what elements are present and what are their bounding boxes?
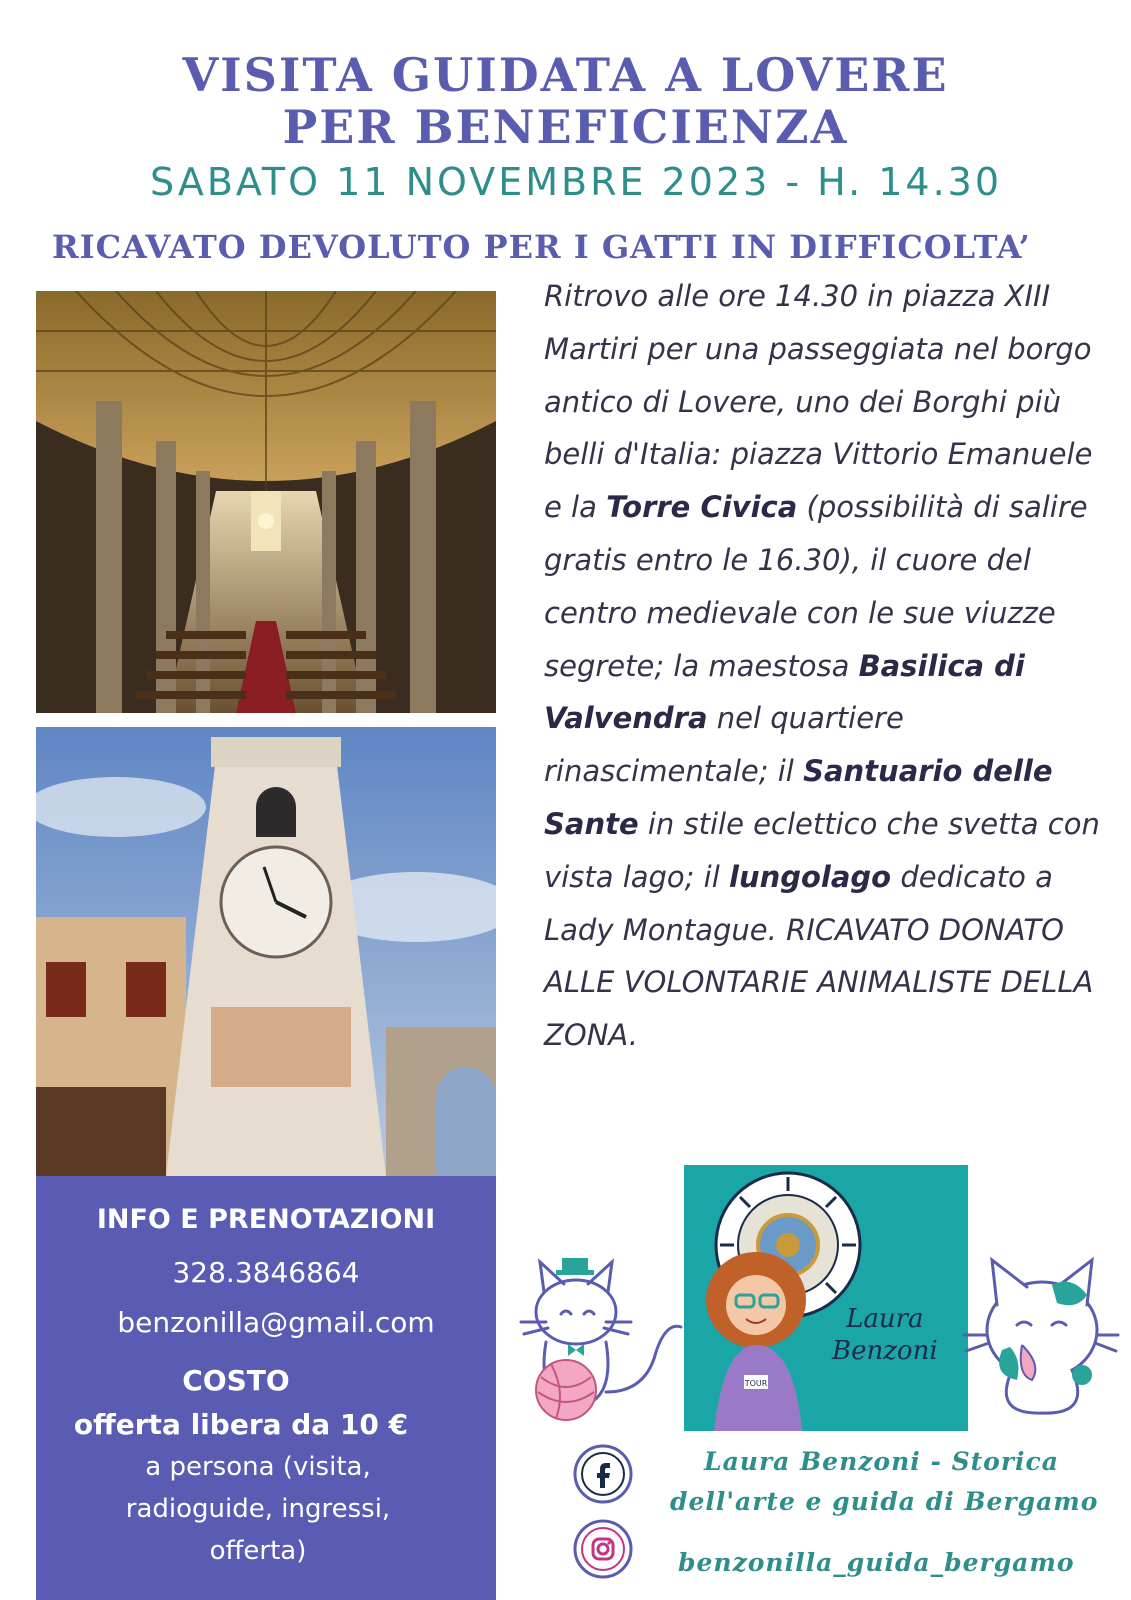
cost-line-3: radioguide, ingressi, (125, 1494, 391, 1524)
email-address[interactable]: benzonilla@gmail.com (117, 1306, 435, 1339)
cost-line-1: offerta libera da 10 € (73, 1408, 409, 1441)
instagram-handle[interactable]: benzonilla_guida_bergamo (678, 1548, 1075, 1577)
logo-name: Laura Benzoni (832, 1304, 938, 1366)
subtitle: RICAVATO DEVOLUTO PER I GATTI IN DIFFICOLTA’ (52, 228, 1031, 266)
instagram-icon[interactable] (572, 1518, 634, 1580)
title-line-1: VISITA GUIDATA A LOVERE (182, 48, 949, 102)
facebook-icon[interactable] (572, 1443, 634, 1505)
title-line-2: PER BENEFICIENZA (282, 100, 849, 154)
cat-illustration-right (962, 1255, 1120, 1415)
laura-benzoni-logo (684, 1165, 968, 1431)
highlight-santuario: Santuario delle Sante (544, 754, 1053, 841)
torre-civica-photo (36, 727, 496, 1176)
description-text: Ritrovo alle ore 14.30 in piazza XIII Martiri per una passeggiata nel borgo antico di Lovere, uno dei Borghi più belli d'Italia: piazza Vittorio Emanuele e la Torre Civica (possibilità di salire gratis entro le 16.30), il cuore del centro medievale con le sue viuzze segrete; la maestosa Basilica di Valvendra nel quartiere rinascimentale; il Santuario delle Sante in stile eclettico che svetta con vista lago; il lungolago dedicato a Lady Montague. RICAVATO DONATO ALLE VOLONTARIE ANIMALISTE DELLA ZONA. (544, 279, 1100, 1053)
highlight-torre-civica: Torre Civica (606, 490, 798, 525)
info-box (36, 1176, 496, 1600)
credit-line-1: Laura Benzoni - Storica (704, 1447, 1059, 1476)
highlight-lungolago: lungolago (729, 859, 892, 894)
cost-line-4: offerta) (209, 1536, 307, 1566)
phone-number[interactable]: 328.3846864 (172, 1256, 360, 1289)
event-date: SABATO 11 NOVEMBRE 2023 - H. 14.30 (150, 160, 1003, 204)
tour-badge: TOUR (744, 1379, 768, 1388)
credit-line-2: dell'arte e guida di Bergamo (670, 1487, 1099, 1516)
highlight-basilica: Basilica di Valvendra (544, 648, 1025, 736)
basilica-interior-photo (36, 291, 496, 713)
cat-illustration-left (506, 1252, 686, 1422)
cost-line-2: a persona (visita, (145, 1452, 371, 1482)
info-title: INFO E PRENOTAZIONI (96, 1204, 436, 1235)
cost-title: COSTO (182, 1364, 290, 1397)
